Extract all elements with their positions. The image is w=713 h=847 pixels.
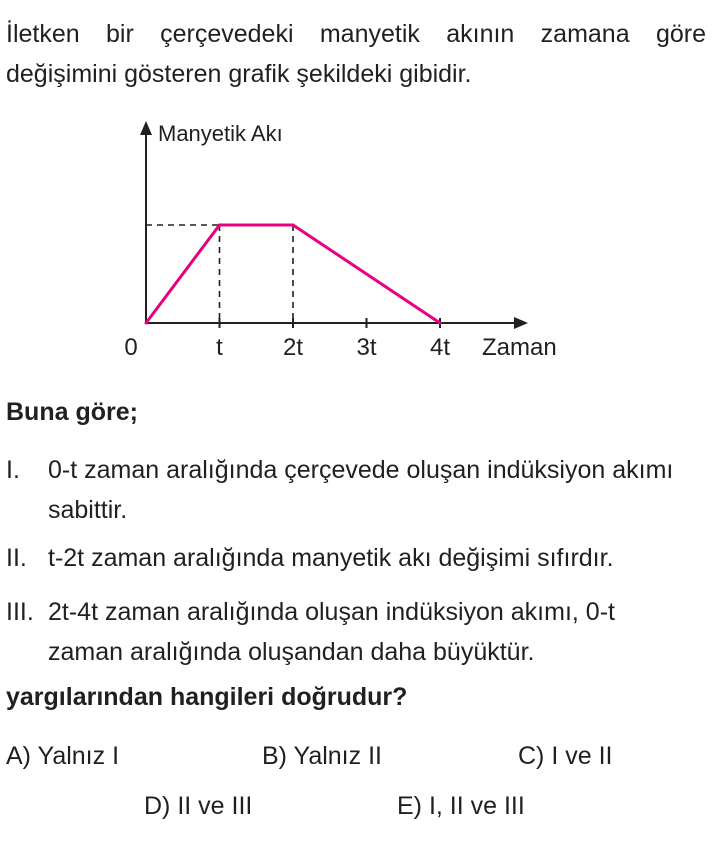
statement-2 <box>6 538 682 578</box>
flux-segment-3 <box>293 225 440 323</box>
magnetic-flux-chart <box>0 0 713 380</box>
option-e[interactable]: E) I, II ve III <box>397 792 525 820</box>
x-tick-label-0: 0 <box>124 334 138 361</box>
statement-3-number: III. <box>6 598 34 626</box>
statement-2-text: t-2t zaman aralığında manyetik akı değişimi sıfırdır. <box>48 544 614 572</box>
x-tick-label-3: 3t <box>356 334 377 361</box>
option-c[interactable]: C) I ve II <box>518 742 613 770</box>
y-axis-label: Manyetik Akı <box>158 121 283 146</box>
x-tick-label-2: 2t <box>282 334 304 361</box>
lead-text: Buna göre; <box>6 398 138 426</box>
statement-1-text: 0-t zaman aralığında çerçevede oluşan indüksiyon akımı sabittir. <box>48 456 674 524</box>
option-a[interactable]: A) Yalnız I <box>6 742 120 770</box>
statement-1 <box>6 450 682 530</box>
statement-1-number: I. <box>6 456 20 484</box>
statement-3 <box>6 592 682 672</box>
y-axis-arrow-icon <box>140 121 152 135</box>
x-tick-label-4: 4t <box>429 334 451 361</box>
x-axis-label: Zaman <box>482 334 557 361</box>
option-b[interactable]: B) Yalnız II <box>262 742 382 770</box>
x-tick-label-1: t <box>216 334 223 361</box>
flux-segment-1 <box>146 225 220 323</box>
statement-2-number: II. <box>6 544 27 572</box>
intro-line-1: İletken bir çerçevedeki manyetik akının zamana göre <box>6 20 706 48</box>
option-d[interactable]: D) II ve III <box>144 792 253 820</box>
question-text: yargılarından hangileri doğrudur? <box>6 683 408 711</box>
statement-3-text: 2t-4t zaman aralığında oluşan indüksiyon akımı, 0-t zaman aralığında oluşandan daha büyüktür. <box>48 598 615 666</box>
x-axis-arrow-icon <box>514 317 528 329</box>
intro-line-2: değişimini gösteren grafik şekildeki gibidir. <box>6 60 472 88</box>
